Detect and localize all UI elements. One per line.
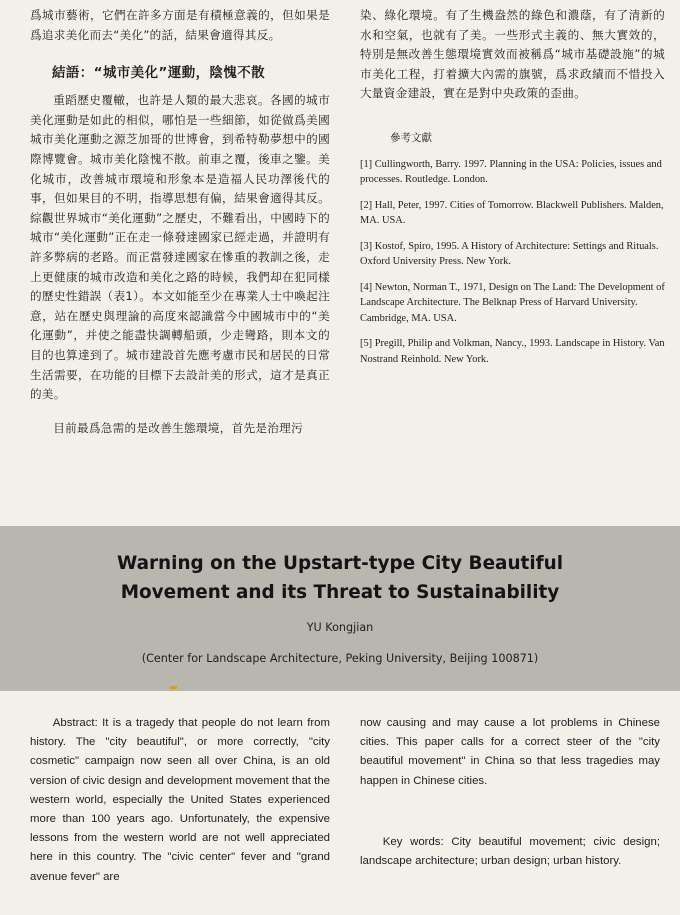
reference-item: [1] Cullingworth, Barry. 1997. Planning in the USA: Policies, issues and processes. Routledge. London. [360, 158, 662, 186]
section-heading-conclusion: 結語：“城市美化”運動，陰愧不散 [52, 66, 266, 82]
abstract-right-column [360, 714, 660, 871]
paragraph-conclusion: 重蹈歷史覆轍，也許是人類的最大悲哀。各國的城市美化運動是如此的相似，哪怕是一些細節，如從做爲美國城市美化運動之源芝加哥的世博會，到希特勒夢想中的國際博覽會。城市美化陰愧不散。前車之覆，後車之鑒。美化城市，改善城市環境和形象本是造福人民功澤後代的事，但如果目的不明，指導思想有偏，結果會適得其反。綜觀世界城市“美化運動”之歷史，不難看出，中國時下的城市“美化運動”正在走一條發達國家已經走過，并證明有許多弊病的老路。而正當發達國家在慘重的教訓之後，走上更健康的城市改造和美化之路的時候，我們却在犯同樣的歷史性錯誤（表1）。本文如能至少在專業人士中喚起注意，站在歷史與理論的高度來認識當今中國城市中的“美化運動”，并使之能盡快調轉船頭，少走彎路，則本文的目的也算達到了。城市建設首先應考慮市民和居民的日常生活需要，在功能的目標下去設計美的形式，這才是真正的美。 [30, 93, 330, 402]
abstract-left-column [30, 714, 330, 887]
references-title: 參考文獻 [390, 131, 432, 144]
left-column-chinese [30, 6, 330, 438]
reference-item: [3] Kostof, Spiro, 1995. A History of Architecture: Settings and Rituals. Oxford University Press. New York. [360, 240, 659, 268]
keywords: Key words: City beautiful movement; civic design; landscape architecture; urban design; urban history. [360, 835, 660, 868]
abstract-text: Abstract: It is a tragedy that people do not learn from history. The "city beautiful", or more correctly, "city cosmetic" campaign now seen all over China, is an old version of civic design and development movement that the western world, especially the United States experienced more than 100 years ago. Unfortunately, the expensive lessons from the western world are not well appreciated here in this country. The "civic center" fever and "grand avenue fever" are [30, 717, 330, 883]
reference-list [360, 157, 665, 368]
paragraph-intro: 爲城市藝術，它們在許多方面是有積極意義的，但如果是爲追求美化而去“美化”的話，結果會適得其反。 [30, 8, 330, 42]
english-title [0, 549, 680, 607]
reference-item: [5] Pregill, Philip and Volkman, Nancy., 1993. Landscape in History. Van Nostrand Reinhold. New York. [360, 338, 665, 365]
paragraph-continued: 染、綠化環境。有了生機盎然的綠色和濃蔭，有了清新的水和空氣，也就有了美。一些形式主義的、無大實效的，特別是無改善生態環境實效而被稱爲“城市基礎設施”的城市美化工程，打着擴大內需的旗號，爲求政績而不惜投入大量資金建設，實在是對中央政策的歪曲。 [360, 8, 665, 101]
english-title-line2: Movement and its Threat to Sustainability [120, 582, 560, 603]
paragraph-ecology: 目前最爲急需的是改善生態環境，首先是治理污 [53, 420, 303, 435]
reference-item: [2] Hall, Peter, 1997. Cities of Tomorrow. Blackwell Publishers. Malden, MA. USA. [360, 199, 664, 227]
author-affiliation: (Center for Landscape Architecture, Peking University, Beijing 100871) [141, 652, 539, 665]
reference-item: [4] Newton, Norman T., 1971, Design on The Land: The Development of Landscape Architecture. The Belknap Press of Harvard University. Cambridge, MA. USA. [360, 281, 665, 324]
english-title-line1: Warning on the Upstart-type City Beautiful [116, 553, 564, 574]
decorative-mark [170, 686, 177, 689]
right-column-chinese [360, 6, 665, 377]
abstract-text-continued: now causing and may cause a lot problems in Chinese cities. This paper calls for a correct steer of the "city beautiful movement" in China so that less tragedies may happen in Chinese cities. [360, 717, 660, 787]
author-name: YU Kongjian [306, 621, 374, 634]
